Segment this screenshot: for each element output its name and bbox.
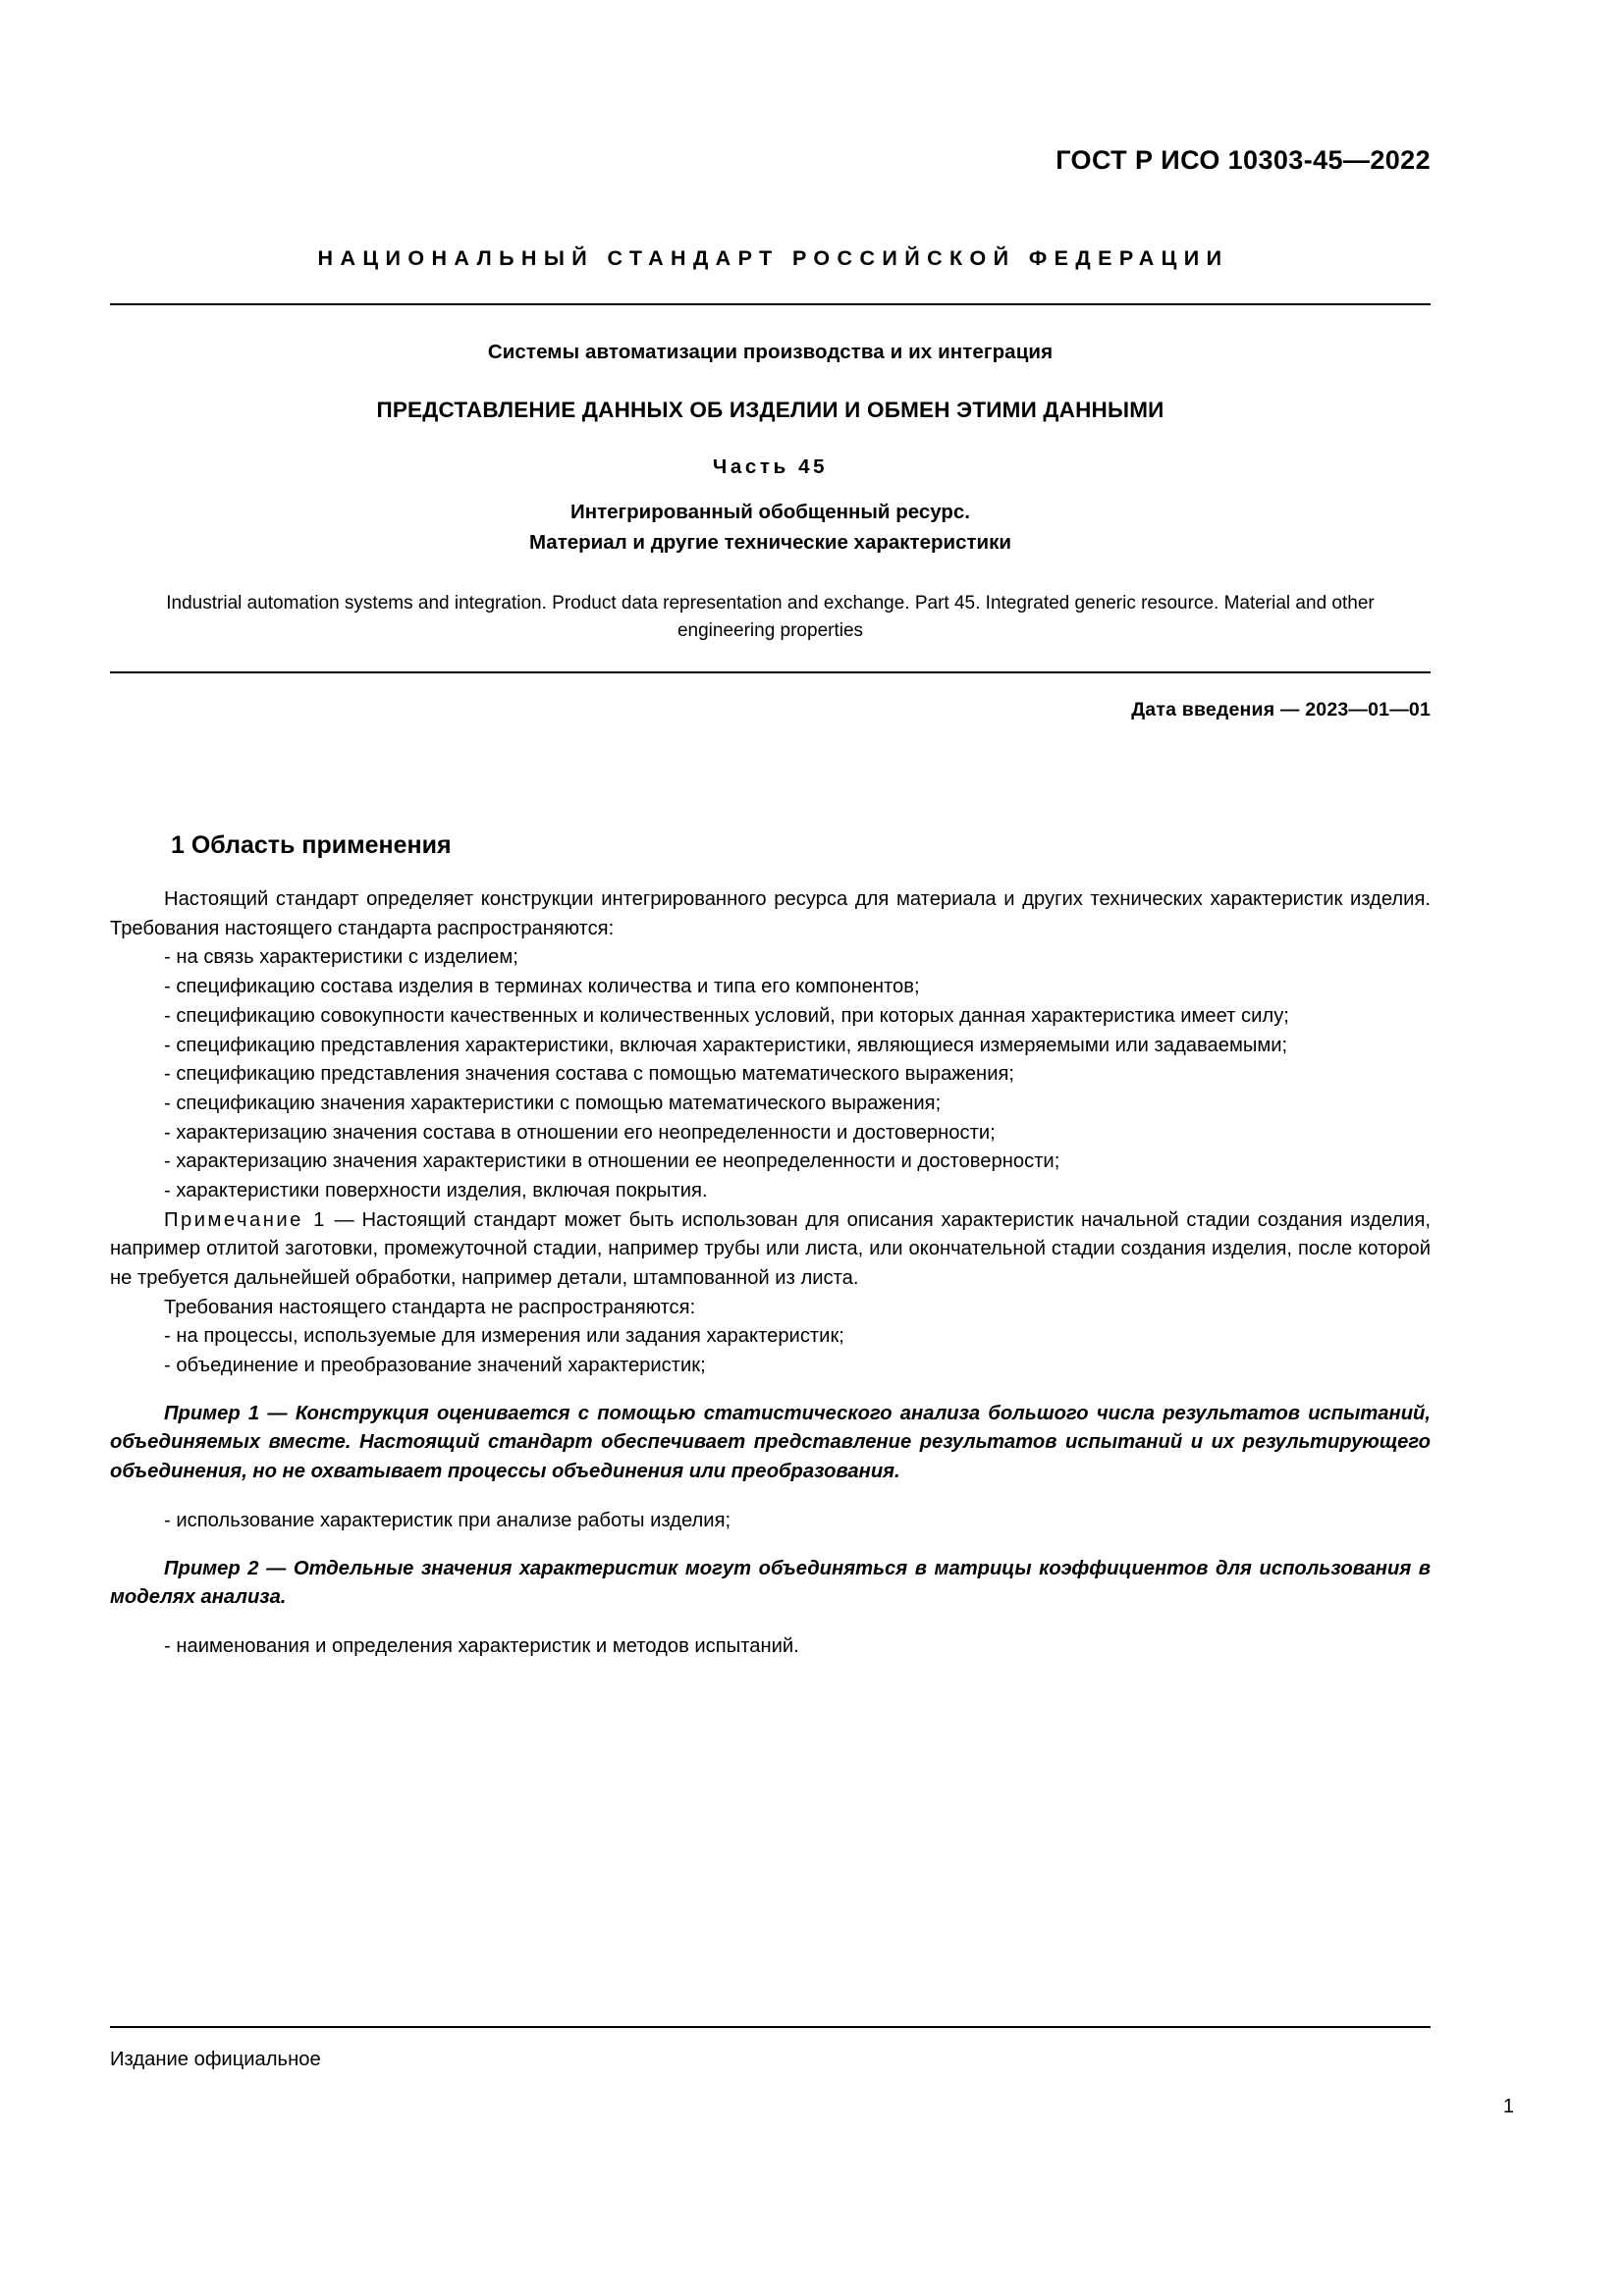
introduction-date: Дата введения — 2023—01—01 (1131, 699, 1431, 721)
title-part: Часть 45 (712, 455, 829, 478)
title-line-2: ПРЕДСТАВЛЕНИЕ ДАННЫХ ОБ ИЗДЕЛИИ И ОБМЕН ЭТИМИ ДАННЫМИ (376, 398, 1164, 422)
scope-item-7: - характеризацию значения состава в отношении его неопределенности и достоверности; (164, 1121, 996, 1144)
note-text: — Настоящий стандарт может быть использован для описания характеристик начальной стадии создания изделия, например отлитой заготовки, промежуточной стадии, например трубы или листа, или окончательной стадии создания изделия, после которой не требуется дальнейшей обработки, например детали, штампованной из листа. (110, 1208, 1431, 1290)
scope-item-8: - характеризацию значения характеристики в отношении ее неопределенности и достоверности; (164, 1150, 1060, 1173)
scope-item-3: - спецификацию совокупности качественных и количественных условий, при которых данная характеристика имеет силу; (164, 1004, 1289, 1027)
scope-intro-paragraph: Настоящий стандарт определяет конструкции интегрированного ресурса для материала и других технических характеристик изделия. Требования настоящего стандарта распространяются: (110, 888, 1431, 939)
title-subtitle-2: Материал и другие технические характеристики (528, 531, 1012, 554)
scope-item-6: - спецификацию значения характеристики с помощью математического выражения; (164, 1092, 942, 1114)
divider-middle (110, 671, 1431, 673)
example-2: Пример 2 — Отдельные значения характеристик могут объединяться в матрицы коэффициентов для использования в моделях анализа. (110, 1557, 1431, 1609)
not-applicable-item-2: - объединение и преобразование значений характеристик; (164, 1355, 706, 1377)
title-subtitle-1: Интегрированный обобщенный ресурс. (569, 501, 970, 523)
national-standard-line: НАЦИОНАЛЬНЫЙ СТАНДАРТ РОССИЙСКОЙ ФЕДЕРАЦИИ (317, 246, 1229, 270)
official-edition-label: Издание официальное (110, 2049, 321, 2070)
section-body (110, 885, 1431, 1662)
page-content (110, 0, 1431, 1662)
not-applicable-intro: Требования настоящего стандарта не распространяются: (164, 1296, 696, 1318)
title-english: Industrial automation systems and integration. Product data representation and exchange. Part 45. Integrated generic resource. Material and other engineering properties (166, 593, 1375, 641)
scope-item-2: - спецификацию состава изделия в терминах количества и типа его компонентов; (164, 976, 920, 998)
example-1: Пример 1 — Конструкция оценивается с помощью статистического анализа большого числа результатов испытаний, объединяемых вместе. Настоящий стандарт обеспечивает представление результатов испытаний и их результирующего объединения, но не охватывает процессы объединения или преобразования. (110, 1402, 1431, 1483)
not-applicable-item-1: - на процессы, используемые для измерения или задания характеристик; (164, 1325, 844, 1348)
title-line-1: Системы автоматизации производства и их интеграция (487, 341, 1054, 363)
title-block (110, 341, 1431, 644)
note-label: Примечание 1 (164, 1208, 327, 1231)
divider-footer (110, 2026, 1431, 2028)
scope-item-1: - на связь характеристики с изделием; (164, 946, 518, 969)
item-after-example-1: - использование характеристик при анализе работы изделия; (164, 1510, 731, 1532)
document-code: ГОСТ Р ИСО 10303-45—2022 (1056, 145, 1431, 175)
section-heading-scope: 1 Область применения (171, 831, 452, 860)
scope-item-4: - спецификацию представления характеристики, включая характеристики, являющиеся измеряемыми или задаваемыми; (164, 1034, 1288, 1056)
item-after-example-2: - наименования и определения характеристик и методов испытаний. (164, 1635, 799, 1658)
divider-top (110, 303, 1431, 305)
scope-note (110, 1206, 1431, 1294)
scope-item-9: - характеристики поверхности изделия, включая покрытия. (164, 1179, 708, 1201)
page-number: 1 (1502, 2096, 1514, 2117)
scope-item-5: - спецификацию представления значения состава с помощью математического выражения; (164, 1063, 1015, 1086)
